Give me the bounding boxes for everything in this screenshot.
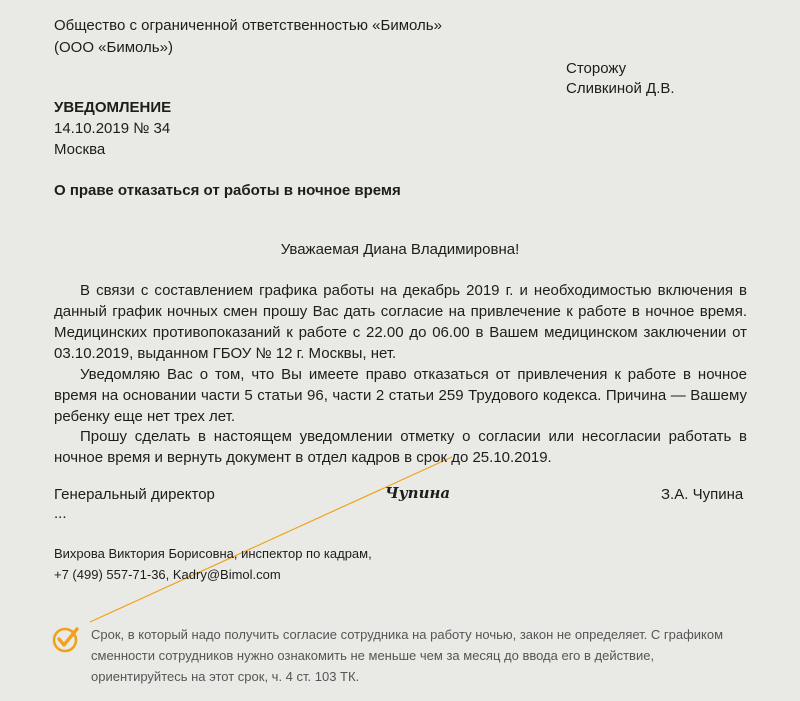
recipient-line-1: Сторожу	[566, 60, 627, 77]
check-circle-icon	[51, 624, 81, 654]
body-paragraph-3: Прошу сделать в настоящем уведомлении отметку о согласии или несогласии работать в ночное время и вернуть документ в отдел кадров в срок до 25.10.2019.	[54, 428, 747, 466]
callout-note: Срок, в который надо получить согласие сотрудника на работу ночью, закон не определяет. С графиком сменности сотрудников нужно ознакомить не меньше чем за месяц до ввода его в действие, ориентируйтесь на этот срок, ч. 4 ст. 103 ТК.	[91, 627, 724, 684]
handwritten-signature: Чупина	[385, 484, 451, 502]
signature-position: Генеральный директор	[54, 486, 215, 503]
body-paragraph-1: В связи с составлением графика работы на декабрь 2019 г. и необходимостью включения в данный график ночных смен прошу Вас дать согласие на привлечение к работе в ночное время. Медицинских противопоказаний к работе с 22.00 до 06.00 в Вашем медицинском заключении от 03.10.2019, выданном ГБОУ № 12 г. Москвы, нет.	[54, 282, 747, 362]
document-city: Москва	[54, 141, 106, 158]
executor-line-2: +7 (499) 557-71-36, Kadry@Bimol.com	[54, 567, 281, 582]
sender-line-1: Общество с ограниченной ответственностью «Бимоль»	[54, 17, 442, 34]
salutation: Уважаемая Диана Владимировна!	[280, 241, 520, 258]
document-subject: О праве отказаться от работы в ночное время	[54, 182, 401, 199]
recipient-line-2: Сливкиной Д.В.	[566, 80, 675, 97]
executor-line-1: Вихрова Виктория Борисовна, инспектор по кадрам,	[54, 546, 372, 561]
body-paragraph-2: Уведомляю Вас о том, что Вы имеете право отказаться от привлечения к работе в ночное время на основании части 5 статьи 96, части 2 статьи 259 Трудового кодекса. Причина — Вашему ребенку еще нет трех лет.	[54, 366, 747, 425]
document-type: УВЕДОМЛЕНИЕ	[54, 99, 172, 116]
document-date-number: 14.10.2019 № 34	[54, 120, 171, 137]
signature-name: З.А. Чупина	[661, 486, 744, 503]
sender-line-2: (ООО «Бимоль»)	[54, 39, 173, 56]
signature-ellipsis: ...	[54, 505, 67, 522]
